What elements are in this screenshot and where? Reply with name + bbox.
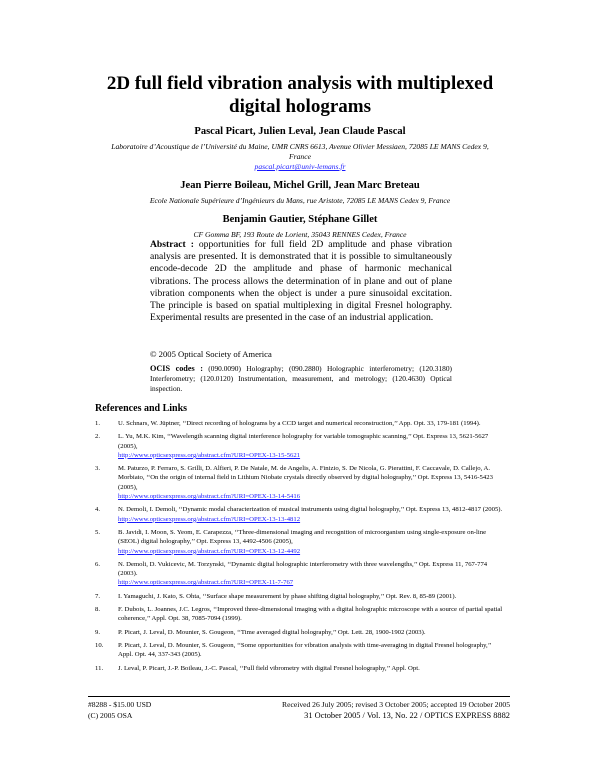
reference-text: P. Picart, J. Leval, D. Mounier, S. Gougeon, ‘‘Time averaged digital holography,’’ Opt. Lett. 28, 1900-1902 (2003). <box>118 628 426 636</box>
reference-item <box>95 628 505 637</box>
reference-link[interactable]: http://www.opticsexpress.org/abstract.cfm?URI=OPEX-13-15-5621 <box>118 451 301 459</box>
reference-text: J. Leval, P. Picart, J.-P. Boileau, J.-C. Pascal, ‘‘Full field vibrometry with digital Fresnel holography,’’ Appl. Opt. <box>118 664 420 672</box>
reference-text: U. Schnars, W. Jüptner, ‘‘Direct recording of holograms by a CCD target and numerical reconstruction,’’ App. Opt. 33, 179-181 (1994). <box>118 420 481 427</box>
reference-text: N. Demoli, D. Vukicevic, M. Torzynski, ‘‘Dynamic digital holographic interferometry with three wavelengths,’’ Opt. Express 11, 767-774 (2003). <box>118 560 488 578</box>
reference-number: 7. <box>95 592 101 600</box>
reference-number: 8. <box>95 606 101 614</box>
reference-item <box>95 505 505 524</box>
abstract-label: Abstract : <box>150 239 194 250</box>
affiliation-3: CF Gomma BF, 193 Route de Lorient, 35043 RENNES Cedex, France <box>193 230 407 239</box>
ocis-text: (090.0090) Holography; (090.2880) Holographic interferometry; (120.3180) Interferometry; (120.0120) Instrumentation, measurement, and metrology; (120.4630) Optical inspection. <box>150 364 452 393</box>
ocis-label: OCIS codes : <box>150 364 203 373</box>
author-email-link[interactable]: pascal.picart@univ-lemans.fr <box>254 162 346 171</box>
reference-text: L. Yu, M.K. Kim, ‘‘Wavelength scanning digital interference holography for variable tomographic scanning,’’ Opt. Express 13, 5621-5627 (2005), <box>118 433 489 450</box>
affiliation-1 <box>110 142 490 172</box>
ocis-codes <box>150 364 452 394</box>
reference-text: F. Dubois, L. Joannes, J.C. Legros, ‘‘Improved three-dimensional imaging with a digital holographic microscope with a source of partial spatial coherence,’’ Appl. Opt. 38, 7085-7094 (1999). <box>118 606 503 623</box>
reference-item <box>95 592 505 601</box>
reference-link[interactable]: http://www.opticsexpress.org/abstract.cfm?URI=OPEX-13-12-4492 <box>118 547 301 555</box>
reference-number: 2. <box>95 433 101 441</box>
reference-number: 6. <box>95 560 101 568</box>
author-names-2: Jean Pierre Boileau, Michel Grill, Jean Marc Breteau <box>180 180 420 191</box>
reference-link[interactable]: http://www.opticsexpress.org/abstract.cfm?URI=OPEX-13-13-4812 <box>118 515 301 523</box>
reference-item <box>95 432 505 460</box>
affiliation-1-text: Laboratoire d’Acoustique de l’Université du Maine, UMR CNRS 6613, Avenue Olivier Messiaen, 72085 LE MANS Cedex 9, France <box>111 142 489 161</box>
references-heading: References and Links <box>95 403 188 414</box>
reference-item <box>95 605 505 624</box>
author-names-3: Benjamin Gautier, Stéphane Gillet <box>222 214 378 225</box>
reference-number: 10. <box>95 641 104 649</box>
affiliation-2: Ecole Nationale Supérieure d’Ingénieurs du Mans, rue Aristote, 72085 LE MANS Cedex 9, France <box>149 196 451 205</box>
author-names-1: Pascal Picart, Julien Leval, Jean Claude Pascal <box>194 126 406 137</box>
reference-item <box>95 528 505 556</box>
footer-divider <box>88 696 510 697</box>
reference-number: 9. <box>95 628 101 636</box>
copyright-notice: © 2005 Optical Society of America <box>150 349 272 359</box>
reference-link[interactable]: http://www.opticsexpress.org/abstract.cfm?URI=OPEX-13-14-5416 <box>118 493 301 501</box>
reference-item <box>95 641 505 660</box>
footer-received: Received 26 July 2005; revised 3 October 2005; accepted 19 October 2005 <box>282 700 510 709</box>
paper-title: 2D full field vibration analysis with multiplexed digital holograms <box>106 73 494 117</box>
reference-text: P. Picart, J. Leval, D. Mounier, S. Gougeon, ‘‘Some opportunities for vibration analysis with time-averaging in digital Fresnel holography,’’ Appl. Opt. 44, 337-343 (2005). <box>118 641 492 659</box>
reference-number: 1. <box>95 420 101 427</box>
abstract-text: opportunities for full field 2D amplitude and phase vibration analysis are presented. It is demonstrated that it is possible to simultaneously encode-decode 2D the amplitude and phase of harmonic mechanical vibrations. The process allows the determination of in plane and out of plane vibration components when the object is under a pure sinusoidal excitation. The principle is based on spatial multiplexing in digital Fresnel holography. Experimental results are presented in the case of an industrial application. <box>150 239 452 324</box>
reference-number: 11. <box>95 664 104 672</box>
reference-text: B. Javidi, I. Moon, S. Yeom, E. Carapezza, ‘‘Three-dimensional imaging and recognition of microorganism using single-exposure on-line (SEOL) digital holography,’’ Opt. Express 13, 4492-4506 (2005), <box>118 528 487 546</box>
reference-item <box>95 664 505 673</box>
footer-copyright: (C) 2005 OSA <box>88 711 133 720</box>
reference-text: I. Yamaguchi, J. Kato, S. Ohta, ‘‘Surface shape measurement by phase shifting digital holography,’’ Opt. Rev. 8, 85-89 (2001). <box>118 592 457 600</box>
reference-item <box>95 419 505 428</box>
footer-price: #8288 - $15.00 USD <box>88 700 152 709</box>
reference-text: M. Paturzo, P. Ferraro, S. Grilli, D. Alfieri, P. De Natale, M. de Angelis, A. Finizio, S. De Nicola, G. Pierattini, F. Caccavale, D. Callejo, A. Morbiato, ‘‘On the origin of internal field in Lithium Niobate crystals directly observed by digital holography,’’ Opt. Express 13, 5416-5423 (2005), <box>118 465 493 491</box>
footer-journal-info: 31 October 2005 / Vol. 13, No. 22 / OPTICS EXPRESS 8882 <box>304 711 510 720</box>
reference-number: 4. <box>95 506 101 514</box>
reference-link[interactable]: http://www.opticsexpress.org/abstract.cfm?URI=OPEX-11-7-767 <box>118 579 294 587</box>
reference-number: 5. <box>95 528 101 536</box>
reference-text: N. Demoli, I. Demoli, ‘‘Dynamic modal characterization of musical instruments using digital holography,’’ Opt. Express 13, 4812-4817 (2005). <box>118 506 503 514</box>
abstract <box>150 239 452 324</box>
references-list <box>95 419 505 677</box>
reference-item <box>95 560 505 588</box>
reference-item <box>95 464 505 501</box>
reference-number: 3. <box>95 465 101 473</box>
